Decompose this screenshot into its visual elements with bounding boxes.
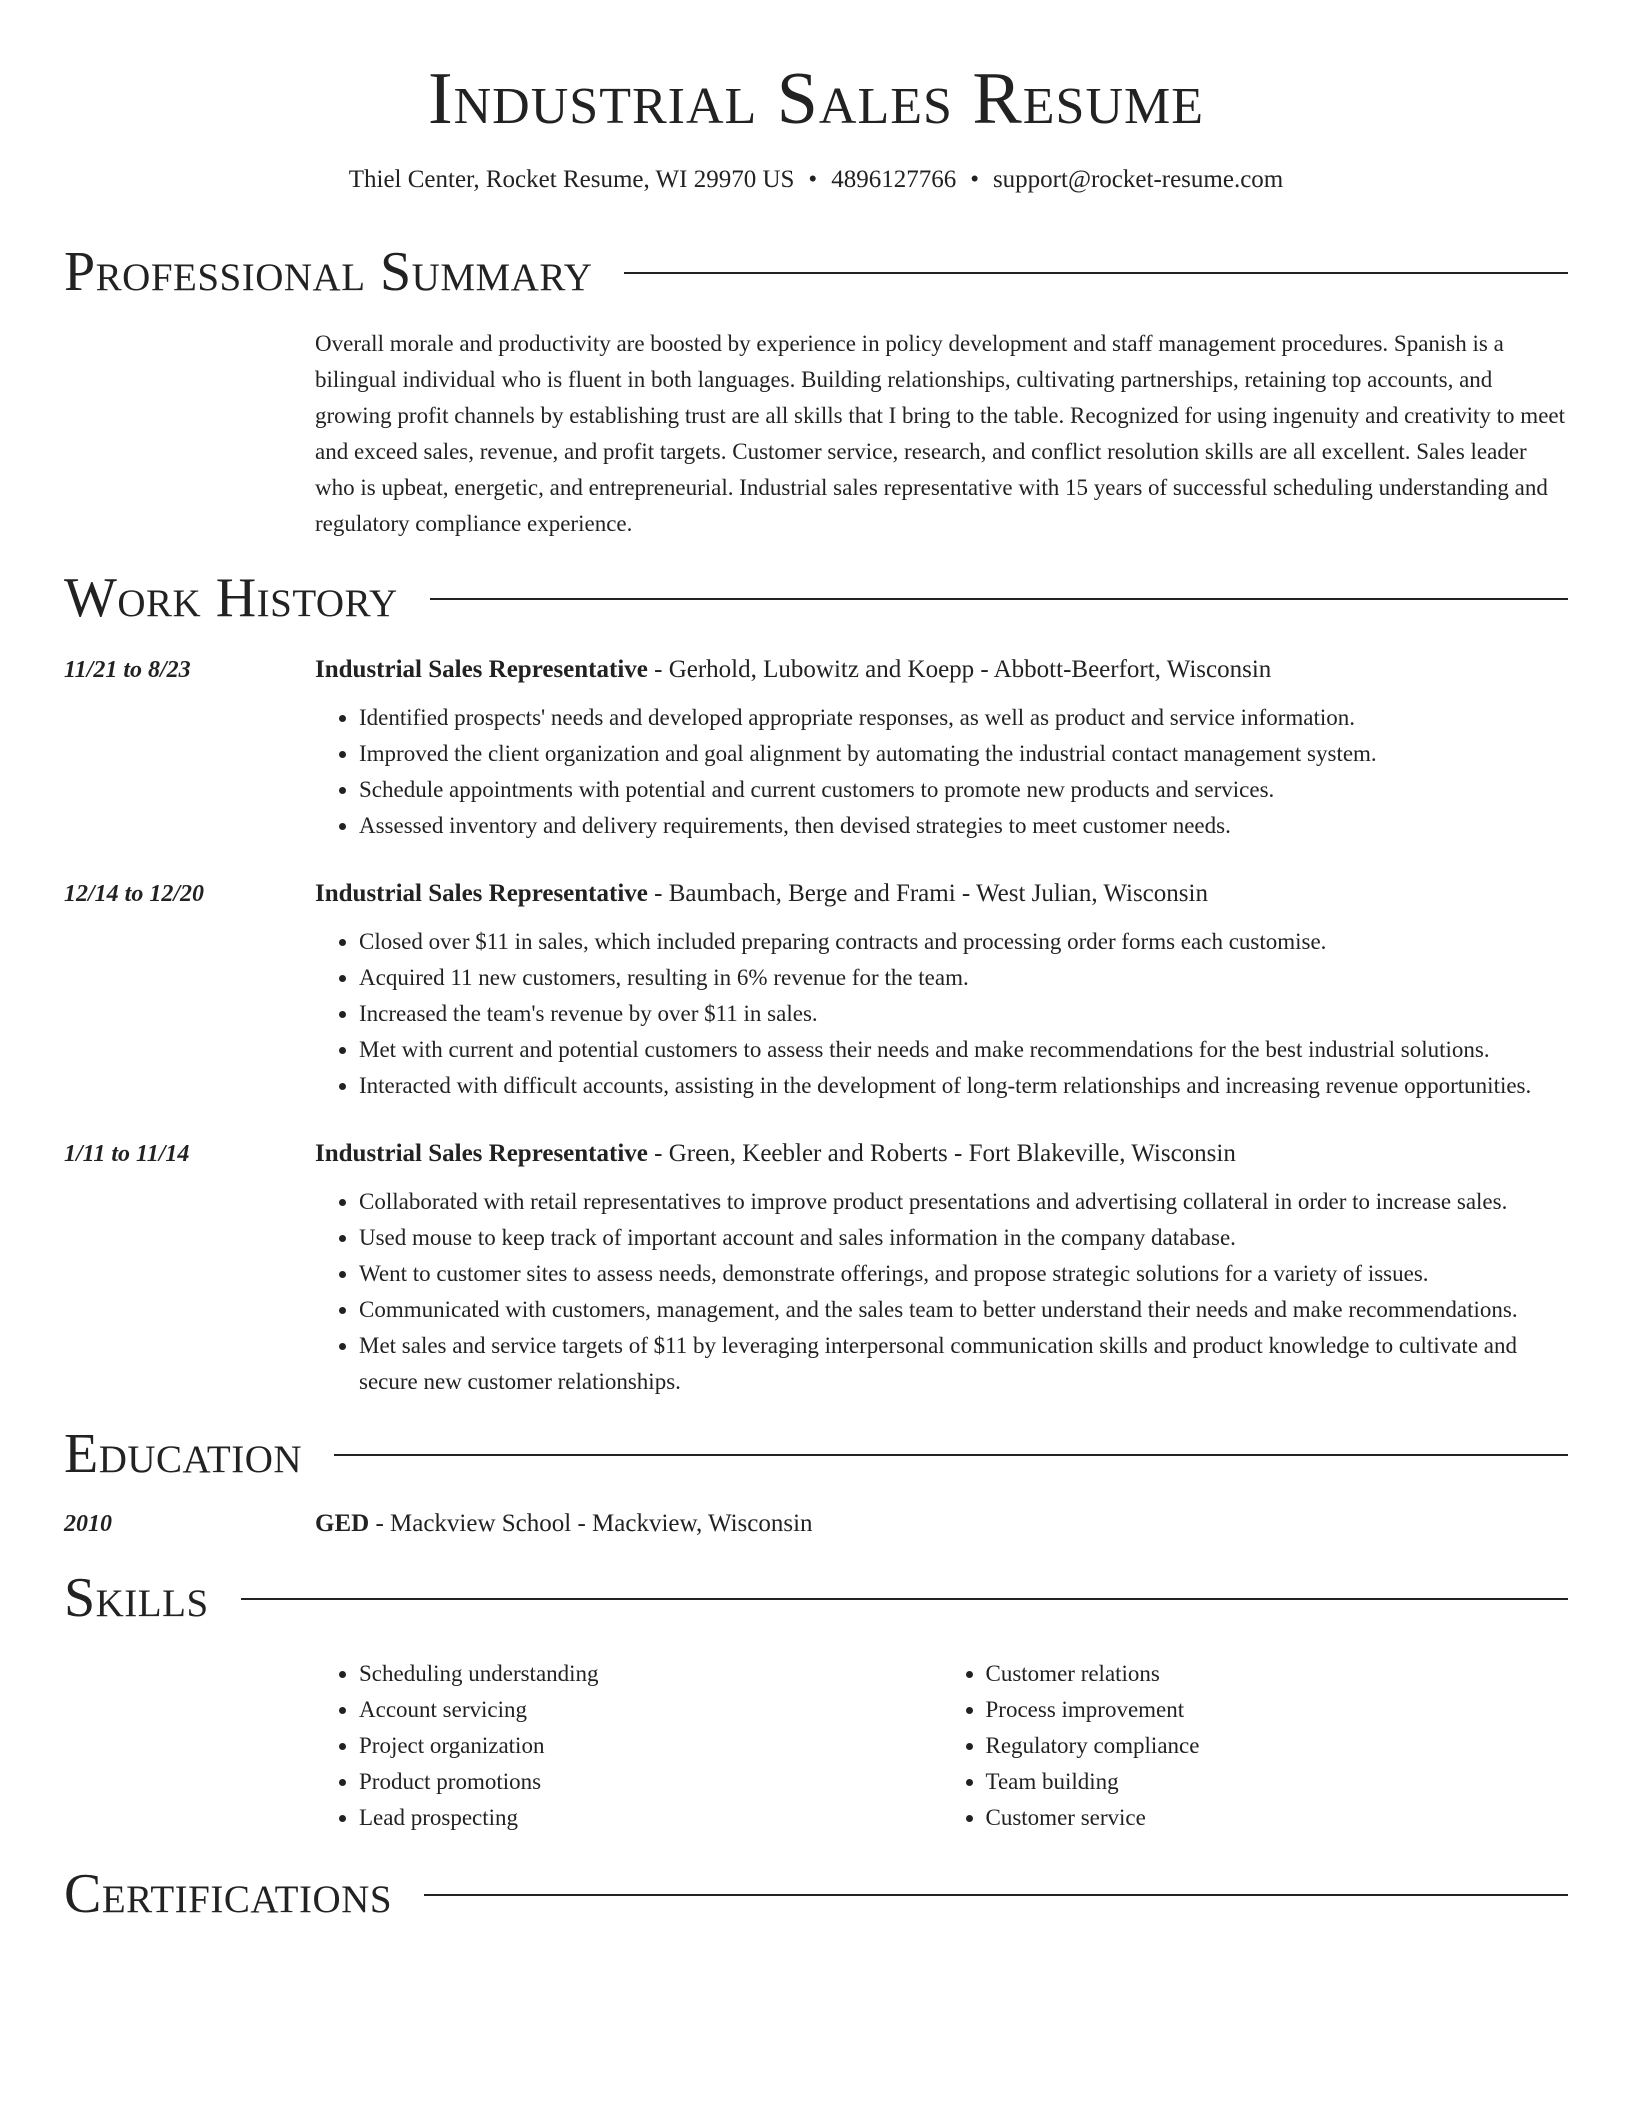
job-entry bbox=[64, 1136, 1568, 1400]
job-bullets bbox=[315, 1184, 1568, 1400]
education-section-header bbox=[64, 1423, 1568, 1485]
list-item: • Went to customer sites to assess needs, demonstrate offerings, and propose strategic solutions for a variety of issues. bbox=[359, 1256, 1568, 1292]
address: Thiel Center, Rocket Resume, WI 29970 US bbox=[348, 166, 795, 193]
job-title: Industrial Sales Representative bbox=[315, 880, 648, 907]
section-divider bbox=[334, 1454, 1568, 1456]
education-line bbox=[315, 1506, 1568, 1542]
job-title-line bbox=[315, 1136, 1568, 1172]
education-year: 2010 bbox=[64, 1511, 112, 1537]
list-item: • Met sales and service targets of $11 by leveraging interpersonal communication skills and product knowledge to cultivate and secure new customer relationships. bbox=[359, 1328, 1568, 1400]
list-item: • Regulatory compliance bbox=[986, 1728, 1569, 1764]
summary-section-header bbox=[64, 241, 1568, 303]
list-item: • Customer service bbox=[986, 1800, 1569, 1836]
job-title: Industrial Sales Representative bbox=[315, 656, 648, 683]
skills-list bbox=[315, 1656, 1568, 1836]
job-dates: 12/14 to 12/20 bbox=[64, 881, 205, 907]
job-bullets bbox=[315, 924, 1568, 1104]
section-title: Work History bbox=[64, 567, 398, 629]
job-bullets bbox=[315, 700, 1568, 844]
summary-text: Overall morale and productivity are boosted by experience in policy development and staff management procedures. Spanish is a bilingual individual who is fluent in both languages. Building relationships, cultivating partnerships, retaining top accounts, and growing profit channels by establishing trust are all skills that I bring to the table. Recognized for using ingenuity and creativity to meet and exceed sales, revenue, and profit targets. Customer service, research, and conflict resolution skills are all excellent. Sales leader who is upbeat, energetic, and entrepreneurial. Industrial sales representative with 15 years of successful scheduling understanding and regulatory compliance experience. bbox=[315, 331, 1566, 536]
list-item: • Interacted with difficult accounts, assisting in the development of long-term relationships and increasing revenue opportunities. bbox=[359, 1068, 1568, 1104]
list-item: • Product promotions bbox=[359, 1764, 942, 1800]
resume-title: Industrial Sales Resume bbox=[427, 58, 1205, 140]
certifications-section-header bbox=[64, 1863, 1568, 1925]
list-item: • Assessed inventory and delivery requirements, then devised strategies to meet customer needs. bbox=[359, 808, 1568, 844]
contact-line bbox=[0, 166, 1632, 194]
degree: GED bbox=[315, 1510, 370, 1537]
section-title: Skills bbox=[64, 1567, 209, 1629]
section-title: Education bbox=[64, 1423, 303, 1485]
list-item: • Communicated with customers, management, and the sales team to better understand their needs and make recommendations. bbox=[359, 1292, 1568, 1328]
skills-column-right bbox=[942, 1656, 1569, 1836]
education-entry bbox=[64, 1506, 1568, 1542]
job-entry bbox=[64, 876, 1568, 1104]
list-item: • Schedule appointments with potential and current customers to promote new products and services. bbox=[359, 772, 1568, 808]
skills-column-left bbox=[315, 1656, 942, 1836]
list-item: • Used mouse to keep track of important account and sales information in the company database. bbox=[359, 1220, 1568, 1256]
list-item: • Closed over $11 in sales, which included preparing contracts and processing order forms each customise. bbox=[359, 924, 1568, 960]
job-title-line bbox=[315, 876, 1568, 912]
list-item: • Scheduling understanding bbox=[359, 1656, 942, 1692]
list-item: • Met with current and potential customers to assess their needs and make recommendations for the best industrial solutions. bbox=[359, 1032, 1568, 1068]
list-item: • Team building bbox=[986, 1764, 1569, 1800]
list-item: • Acquired 11 new customers, resulting in 6% revenue for the team. bbox=[359, 960, 1568, 996]
job-dates: 1/11 to 11/14 bbox=[64, 1141, 190, 1167]
separator-dot: • bbox=[808, 166, 818, 193]
section-divider bbox=[624, 272, 1568, 274]
job-dates: 11/21 to 8/23 bbox=[64, 657, 191, 683]
list-item: • Lead prospecting bbox=[359, 1800, 942, 1836]
job-entry bbox=[64, 652, 1568, 844]
work-section-header bbox=[64, 567, 1568, 629]
list-item: • Customer relations bbox=[986, 1656, 1569, 1692]
phone: 4896127766 bbox=[831, 166, 957, 193]
email: support@rocket-resume.com bbox=[992, 166, 1284, 193]
list-item: • Improved the client organization and goal alignment by automating the industrial contact management system. bbox=[359, 736, 1568, 772]
section-title: Professional Summary bbox=[64, 241, 593, 303]
section-divider bbox=[424, 1894, 1568, 1896]
list-item: • Project organization bbox=[359, 1728, 942, 1764]
job-company: - Green, Keebler and Roberts - Fort Blakeville, Wisconsin bbox=[647, 1140, 1236, 1167]
section-divider bbox=[241, 1598, 1568, 1600]
list-item: • Process improvement bbox=[986, 1692, 1569, 1728]
list-item: • Identified prospects' needs and developed appropriate responses, as well as product and service information. bbox=[359, 700, 1568, 736]
list-item: • Increased the team's revenue by over $11 in sales. bbox=[359, 996, 1568, 1032]
job-company: - Baumbach, Berge and Frami - West Julian, Wisconsin bbox=[647, 880, 1208, 907]
job-company: - Gerhold, Lubowitz and Koepp - Abbott-Beerfort, Wisconsin bbox=[647, 656, 1272, 683]
list-item: • Collaborated with retail representatives to improve product presentations and advertising collateral in order to increase sales. bbox=[359, 1184, 1568, 1220]
separator-dot: • bbox=[970, 166, 979, 193]
school: - Mackview School - Mackview, Wisconsin bbox=[369, 1510, 813, 1537]
skills-section-header bbox=[64, 1567, 1568, 1629]
section-title: Certifications bbox=[64, 1863, 393, 1925]
job-title-line bbox=[315, 652, 1568, 688]
section-divider bbox=[430, 598, 1568, 600]
job-title: Industrial Sales Representative bbox=[315, 1140, 648, 1167]
list-item: • Account servicing bbox=[359, 1692, 942, 1728]
